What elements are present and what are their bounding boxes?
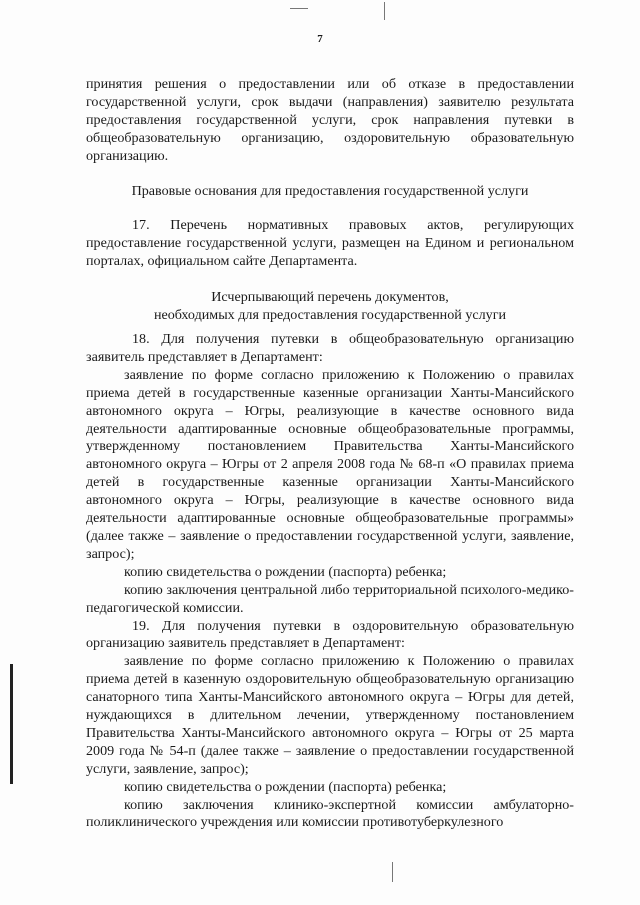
paragraph-18-application: заявление по форме согласно приложению к Положению о правилах приема детей в государственные казенные организации Ханты-Мансийского автономного округа – Югры, реализующие в качестве основного вида деятельности адаптированные основные общеобразовательные программы, утвержденному постановлением Правительства Ханты-Мансийского автономного округа – Югры от 2 апреля 2008 года № 68-п «О правилах приема детей в государственные казенные организации Ханты-Мансийского автономного округа – Югры, реализующие в качестве основного вида деятельности адаптированные основные общеобразовательные программы» (далее также – заявление о предоставлении государственной услуги, заявление, запрос); — [86, 366, 574, 562]
paragraph-18: 18. Для получения путевки в общеобразовательную организацию заявитель представляет в Департамент: — [86, 331, 574, 365]
scan-speck — [392, 862, 393, 882]
heading-documents — [86, 288, 574, 324]
paragraph-18-commission: копию заключения центральной либо территориальной психолого-медико-педагогической комиссии. — [86, 581, 574, 616]
paragraph-19-birth-certificate: копию свидетельства о рождении (паспорта) ребенка; — [124, 778, 447, 795]
intro-block — [86, 76, 574, 166]
scan-margin-bar — [10, 664, 13, 784]
paragraph-17: 17. Перечень нормативных правовых актов, регулирующих предоставление государственной услуги, размещен на Едином и региональном порталах, официальном сайте Департамента. — [86, 217, 574, 269]
scan-speck — [384, 2, 385, 20]
heading-documents-line2: необходимых для предоставления государственной услуги — [153, 307, 507, 323]
paragraph-19-application: заявление по форме согласно приложению к Положению о правилах приема детей в казенную оздоровительную общеобразовательную организацию санаторного типа Ханты-Мансийского автономного округа – Югры для детей, нуждающихся в длительном лечении, утвержденному постановлением Правительства Ханты-Мансийского автономного округа – Югры от 25 марта 2009 года № 54-п (далее также – заявление о предоставлении государственной услуги, заявление, запрос); — [86, 653, 574, 777]
scan-speck — [290, 8, 308, 9]
page-number: 7 — [317, 33, 323, 45]
paragraph-intro: принятия решения о предоставлении или об отказе в предоставлении государственной услуги, срок выдачи (направления) заявителю результата предоставления государственной услуги, срок направления путевки в общеобразовательную организацию, оздоровительную образовательную организацию. — [86, 76, 574, 164]
paragraph-19-commission: копию заключения клинико-экспертной комиссии амбулаторно-поликлинического учреждения или комиссии противотуберкулезного — [86, 796, 574, 831]
section-18-19 — [86, 331, 574, 832]
heading-documents-line1: Исчерпывающий перечень документов, — [211, 289, 449, 305]
heading-legal-basis: Правовые основания для предоставления государственной услуги — [131, 183, 529, 199]
section-17 — [86, 217, 574, 271]
paragraph-19: 19. Для получения путевки в оздоровительную образовательную организацию заявитель представляет в Департамент: — [86, 617, 574, 652]
paragraph-18-birth-certificate: копию свидетельства о рождении (паспорта) ребенка; — [124, 563, 447, 580]
